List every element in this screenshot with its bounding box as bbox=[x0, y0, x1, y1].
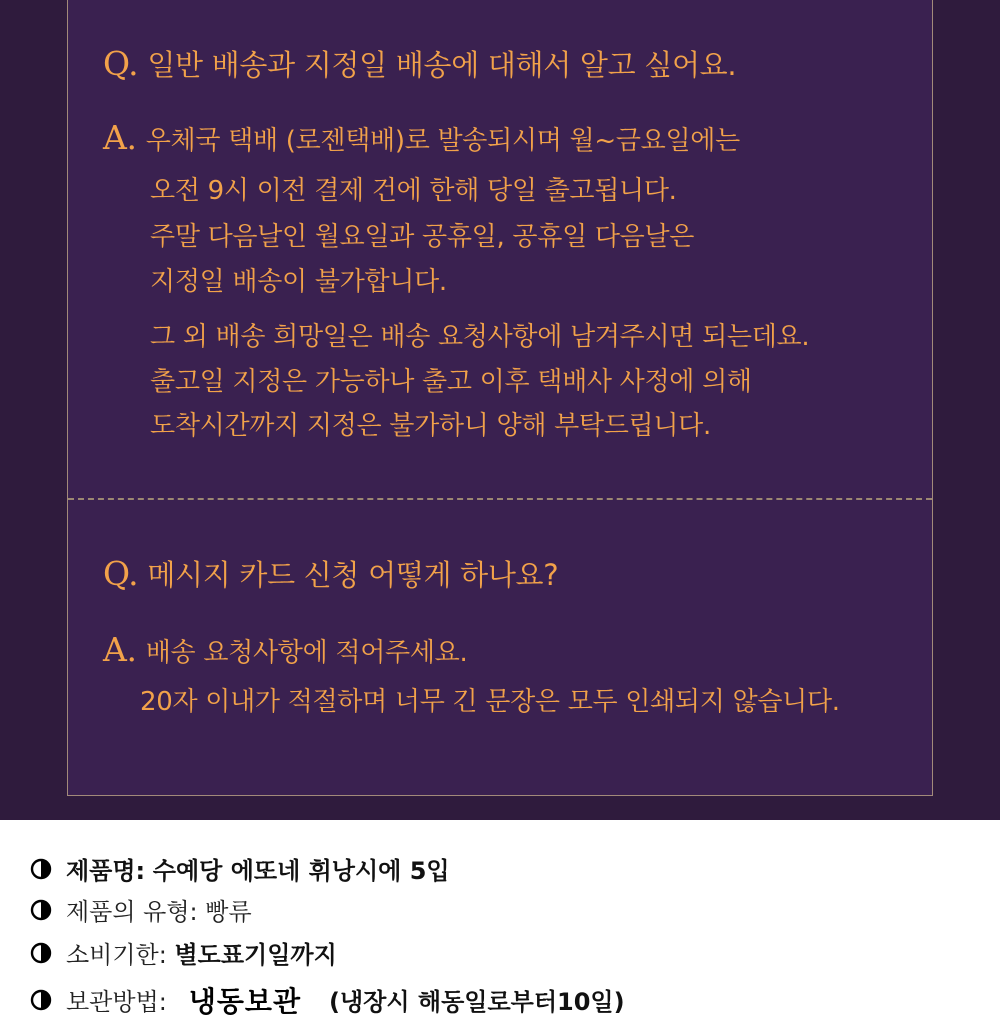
product-name-value: 수예당 에또네 휘낭시에 5입 bbox=[152, 857, 450, 885]
product-name-row bbox=[30, 848, 970, 889]
product-type-label: 제품의 유형: bbox=[66, 898, 198, 926]
product-name-label: 제품명: bbox=[66, 857, 146, 885]
faq-answer-1-first-line bbox=[103, 118, 740, 157]
answer-line: 지정일 배송이 불가합니다. bbox=[150, 267, 447, 297]
expiry-row bbox=[30, 932, 970, 973]
question-text: 일반 배송과 지정일 배송에 대해서 알고 싶어요. bbox=[147, 48, 737, 82]
storage-value: 냉동보관 bbox=[188, 984, 302, 1018]
faq-question-2 bbox=[103, 553, 558, 594]
q-mark: Q. bbox=[103, 554, 139, 593]
half-filled-circle-icon bbox=[30, 942, 52, 964]
storage-note: (냉장시 해동일로부터10일) bbox=[329, 988, 625, 1016]
product-info bbox=[30, 848, 970, 1020]
dashed-divider bbox=[68, 498, 932, 500]
a-mark: A. bbox=[103, 118, 137, 157]
answer-line: 그 외 배송 희망일은 배송 요청사항에 남겨주시면 되는데요. bbox=[150, 322, 810, 352]
product-type-value: 빵류 bbox=[205, 898, 252, 926]
half-filled-circle-icon bbox=[30, 899, 52, 921]
answer-line: 20자 이내가 적절하며 너무 긴 문장은 모두 인쇄되지 않습니다. bbox=[140, 687, 840, 717]
question-text: 메시지 카드 신청 어떻게 하나요? bbox=[147, 558, 559, 592]
faq-panel bbox=[67, 0, 933, 796]
answer-line: 배송 요청사항에 적어주세요. bbox=[145, 638, 468, 668]
expiry-value: 별도표기일까지 bbox=[174, 941, 337, 969]
answer-line: 도착시간까지 지정은 불가하니 양해 부탁드립니다. bbox=[150, 411, 711, 441]
answer-line: 출고일 지정은 가능하나 출고 이후 택배사 사정에 의해 bbox=[150, 367, 752, 397]
storage-label: 보관방법: bbox=[66, 988, 167, 1016]
half-filled-circle-icon bbox=[30, 858, 52, 880]
answer-line: 주말 다음날인 월요일과 공휴일, 공휴일 다음날은 bbox=[150, 222, 695, 252]
expiry-label: 소비기한: bbox=[66, 941, 167, 969]
faq-question-1 bbox=[103, 43, 736, 84]
product-type-row bbox=[30, 889, 970, 930]
q-mark: Q. bbox=[103, 44, 139, 83]
answer-line: 오전 9시 이전 결제 건에 한해 당일 출고됩니다. bbox=[150, 176, 677, 206]
answer-line: 우체국 택배 (로젠택배)로 발송되시며 월~금요일에는 bbox=[145, 126, 740, 156]
a-mark: A. bbox=[103, 630, 137, 669]
faq-answer-2-first-line bbox=[103, 630, 467, 669]
